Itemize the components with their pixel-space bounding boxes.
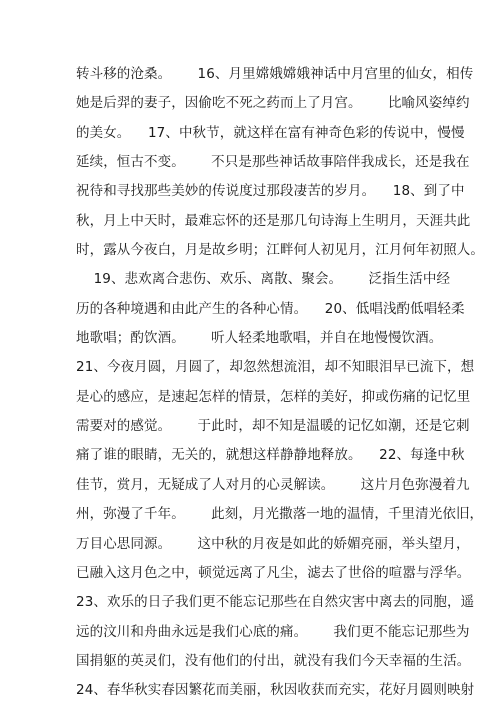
text-line: 21、今夜月圆，月圆了，却忽然想流泪，却不知眼泪早已流下，想 — [76, 359, 475, 376]
text-line: 秋，月上中天时，最难忘怀的还是那几句诗海上生明月，天涯共此 — [76, 212, 471, 229]
text-line: 远的汶川和舟曲永远是我们心底的痛。 我们更不能忘记那些为 — [76, 623, 470, 640]
text-line: 需要对的感觉。 于此时，却不知是温暖的记忆如潮，还是它刺 — [76, 418, 470, 435]
text-line: 19、悲欢离合悲伤、欢乐、离散、聚会。 泛指生活中经 — [76, 271, 451, 288]
text-line: 国捐躯的英灵们，没有他们的付出，就没有我们今天幸福的生活。 — [76, 652, 471, 669]
text-line: 已融入这月色之中，顿觉远离了凡尘，滤去了世俗的喧嚣与浮华。 — [76, 564, 471, 581]
text-line: 她是后羿的妻子，因偷吃不死之药而上了月宫。 比喻风姿绰约 — [76, 95, 470, 112]
text-line: 地歌唱；酌饮酒。 听人轻柔地歌唱，并自在地慢慢饮酒。 — [76, 330, 443, 347]
text-line: 转斗移的沧桑。 16、月里嫦娥嫦娥神话中月宫里的仙女，相传 — [76, 66, 474, 82]
text-line: 的美女。 17、中秋节，就这样在富有神奇色彩的传说中，慢慢 — [76, 124, 465, 141]
text-line: 州，弥漫了千年。 此刻，月光撒落一地的温情，千里清光依旧， — [76, 506, 484, 523]
text-line: 祝待和寻找那些美妙的传说度过那段凄苦的岁月。 18、到了中 — [76, 183, 465, 200]
text-line: 时，露从今夜白，月是故乡明；江畔何人初见月，江月何年初照人。 — [76, 242, 484, 259]
text-line: 是心的感应，是速起怎样的情景，怎样的美好，抑或伤痛的记忆里 — [76, 388, 471, 405]
document-body — [76, 60, 484, 706]
text-line: 24、春华秋实春因繁花而美丽，秋因收获而充实，花好月圆则映射 — [76, 682, 475, 699]
text-line: 痛了谁的眼睛，无关的，就想这样静静地释放。 22、每逢中秋 — [76, 447, 465, 464]
text-line: 延续，恒古不变。 不只是那些神话故事陪伴我成长，还是我在 — [76, 154, 470, 171]
text-line: 佳节，赏月，无疑成了人对月的心灵解读。 这片月色弥漫着九 — [76, 476, 470, 493]
text-line: 23、欢乐的日子我们更不能忘记那些在自然灾害中离去的同胞，遥 — [76, 594, 475, 611]
text-line: 万目心思同源。 这中秋的月夜是如此的娇媚亮丽，举头望月， — [76, 535, 470, 552]
text-line: 历的各种境遇和由此产生的各种心情。 20、低唱浅酌低唱轻柔 — [76, 300, 465, 317]
